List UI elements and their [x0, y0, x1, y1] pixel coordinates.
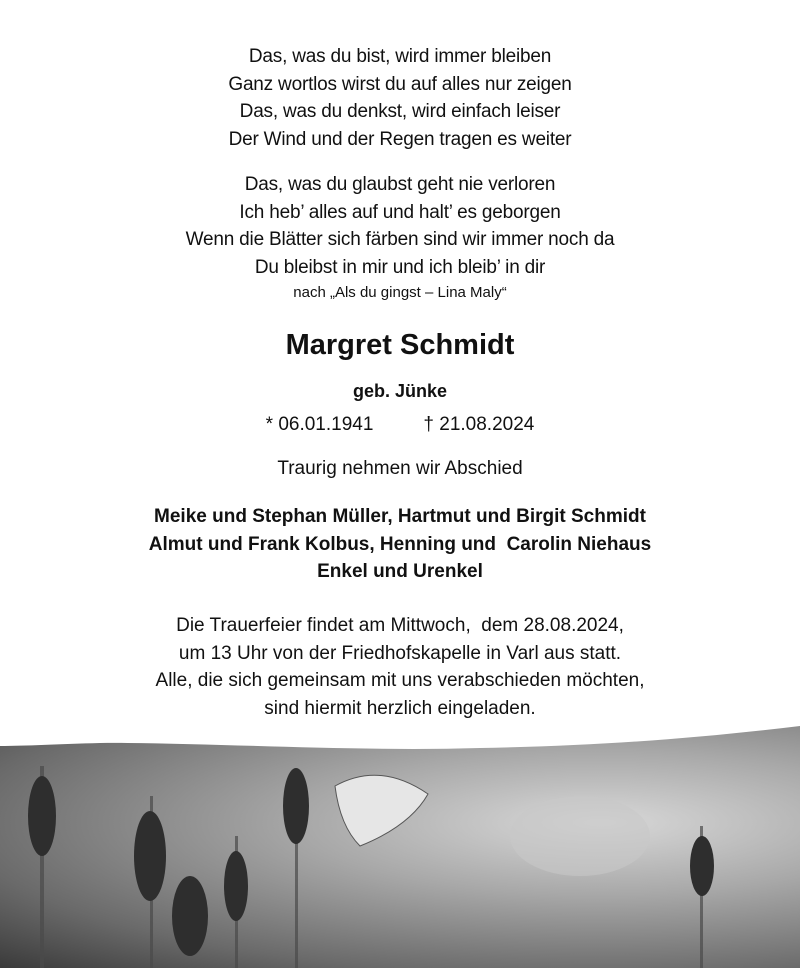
butterfly-icon: [335, 775, 428, 846]
poem-line: Ich heb’ alles auf und halt’ es geborgen: [239, 201, 561, 223]
service-line: Alle, die sich gemeinsam mit uns verabschieden möchten,: [155, 670, 645, 691]
poem-line: Der Wind und der Regen tragen es weiter: [228, 128, 572, 150]
service-info: [0, 612, 800, 722]
service-line: sind hiermit herzlich eingeladen.: [264, 697, 536, 719]
mourner-line: Meike und Stephan Müller, Hartmut und Birgit Schmidt: [154, 506, 646, 527]
mourners: [0, 503, 800, 586]
deceased-name: Margret Schmidt: [285, 329, 515, 361]
life-dates: [0, 411, 800, 439]
mourner-line: Enkel und Urenkel: [317, 561, 483, 582]
farewell-text: Traurig nehmen wir Abschied: [277, 458, 523, 479]
service-line: Die Trauerfeier findet am Mittwoch, dem 28.08.2024,: [176, 615, 624, 636]
lavender-butterfly-photo: [0, 726, 800, 968]
poem-line: Wenn die Blätter sich färben sind wir immer noch da: [185, 229, 615, 250]
service-line: um 13 Uhr von der Friedhofskapelle in Varl aus statt.: [178, 642, 622, 664]
poem-stanza-1: [0, 43, 800, 153]
birth-date: * 06.01.1941: [265, 414, 374, 435]
poem-line: Das, was du glaubst geht nie verloren: [244, 174, 556, 195]
poem-stanza-2: [0, 171, 800, 281]
poem-line: Ganz wortlos wirst du auf alles nur zeigen: [228, 73, 572, 95]
poem-line: Das, was du bist, wird immer bleiben: [248, 46, 552, 67]
birth-name: geb. Jünke: [352, 381, 448, 401]
poem-line: Das, was du denkst, wird einfach leiser: [239, 101, 561, 122]
death-date: † 21.08.2024: [423, 414, 535, 435]
poem-attribution: nach „Als du gingst – Lina Maly“: [293, 284, 507, 301]
poem-line: Du bleibst in mir und ich bleib’ in dir: [254, 256, 546, 278]
mourner-line: Almut und Frank Kolbus, Henning und Carolin Niehaus: [148, 533, 652, 555]
